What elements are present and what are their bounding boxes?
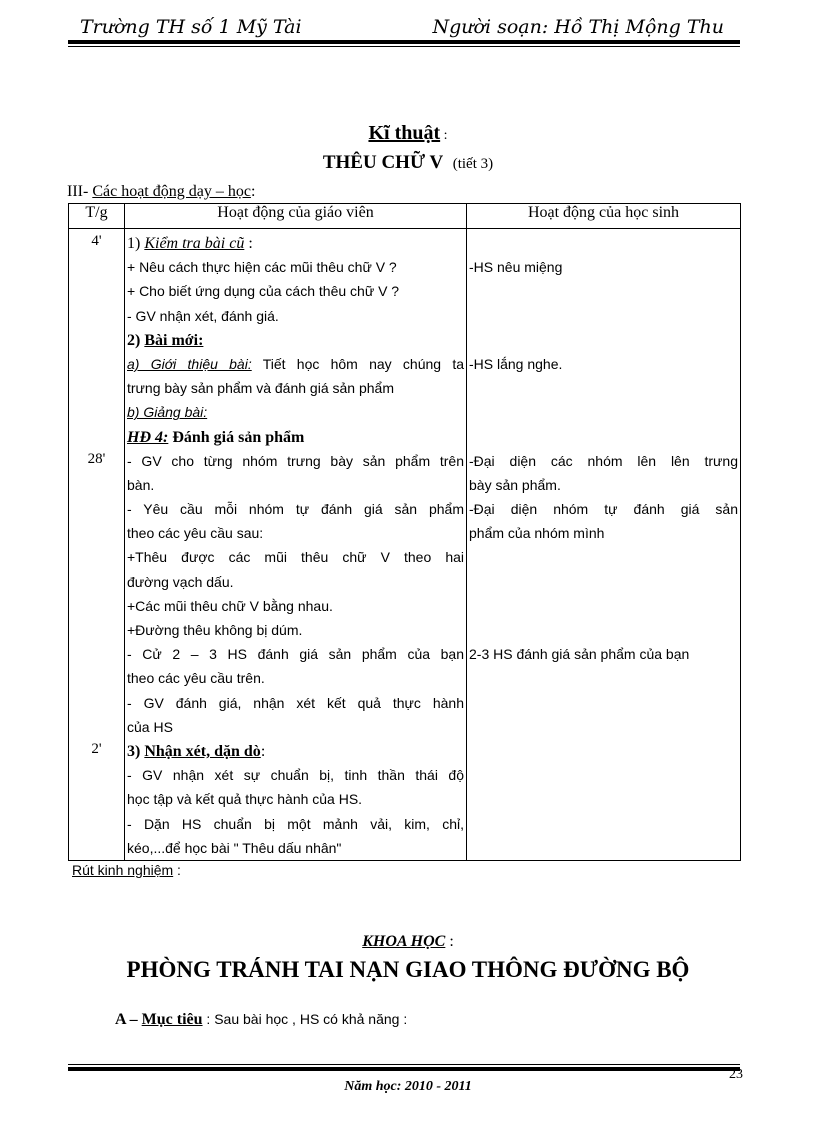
teacher-line: +Các mũi thêu chữ V bằng nhau. xyxy=(127,597,333,614)
teacher-activities xyxy=(125,229,467,861)
teacher-line: 1) Kiểm tra bài cũ : xyxy=(127,235,253,252)
section-number: III- xyxy=(67,183,93,200)
teacher-line: +Đường thêu không bị dúm. xyxy=(127,622,303,638)
section-colon: : xyxy=(250,183,256,200)
lesson-title-text: THÊU CHỮ V xyxy=(322,152,444,173)
student-line: -Đại diện nhóm tự đánh giá sản xyxy=(469,501,738,518)
col-header-student: Hoạt động của học sinh xyxy=(467,204,741,229)
next-subject-colon: : xyxy=(445,933,454,950)
col-header-teacher: Hoạt động của giáo viên xyxy=(125,204,467,229)
col-header-time: T/g xyxy=(69,204,125,229)
teacher-line: 2) Bài mới: xyxy=(127,331,204,349)
experience-note xyxy=(72,862,181,878)
teacher-line: - Yêu cầu mỗi nhóm tự đánh giá sản phẩm xyxy=(127,501,464,518)
section-title: Các hoạt động dạy – học xyxy=(92,183,251,200)
teacher-line: a) Giới thiệu bài: Tiết học hôm nay chúng ta xyxy=(127,355,464,372)
teacher-line: HĐ 4: Đánh giá sản phẩm xyxy=(127,428,305,446)
student-line: 2-3 HS đánh giá sản phẩm của bạn xyxy=(469,646,690,663)
student-line: -HS nêu miệng xyxy=(469,259,563,276)
teacher-line: + Nêu cách thực hiện các mũi thêu chữ V ? xyxy=(127,259,397,276)
teacher-line: - GV đánh giá, nhận xét kết quả thực hành xyxy=(127,694,464,711)
lesson-subject-colon: : xyxy=(440,128,448,143)
teacher-line: - Dặn HS chuẩn bị một mảnh vải, kim, chỉ, xyxy=(127,815,464,832)
student-line: phẩm của nhóm mình xyxy=(469,525,605,542)
teacher-line: - GV nhận xét, đánh giá. xyxy=(127,307,279,324)
experience-colon: : xyxy=(173,862,181,878)
time-value: 28' xyxy=(87,451,106,467)
footer-rule-thin xyxy=(68,1064,740,1065)
section-heading xyxy=(67,183,255,201)
objective-line xyxy=(115,1011,407,1029)
lesson-subject xyxy=(0,122,816,145)
next-title: PHÒNG TRÁNH TAI NẠN GIAO THÔNG ĐƯỜNG BỘ xyxy=(126,957,690,982)
time-value: 4' xyxy=(91,233,102,249)
header-author: Người soạn: Hồ Thị Mộng Thu xyxy=(432,16,724,38)
time-column xyxy=(69,229,125,861)
teacher-line: +Thêu được các mũi thêu chữ V theo hai xyxy=(127,549,464,566)
objective-prefix: A – xyxy=(115,1011,142,1028)
teacher-line: trưng bày sản phẩm và đánh giá sản phẩm xyxy=(127,380,394,397)
teacher-line: 3) Nhận xét, dặn dò: xyxy=(127,742,266,760)
time-value: 2' xyxy=(91,741,102,757)
objective-text: : Sau bài học , HS có khả năng : xyxy=(202,1011,408,1027)
next-subject xyxy=(0,933,816,951)
school-year: Năm học: 2010 - 2011 xyxy=(344,1079,472,1094)
teacher-line: + Cho biết ứng dụng của cách thêu chữ V ? xyxy=(127,283,400,300)
activity-table xyxy=(68,203,741,861)
teacher-line: theo các yêu cầu trên. xyxy=(127,670,265,687)
table-header-row xyxy=(69,204,741,229)
teacher-line: học tập và kết quả thực hành của HS. xyxy=(127,791,363,808)
footer-rule-thick xyxy=(68,1067,740,1071)
teacher-line: đường vạch dấu. xyxy=(127,573,234,590)
header-rule-thick xyxy=(68,40,740,44)
page-number: 23 xyxy=(729,1067,743,1082)
experience-label: Rút kinh nghiệm xyxy=(72,862,174,878)
teacher-line: theo các yêu cầu sau: xyxy=(127,525,264,542)
header-rule-thin xyxy=(68,46,740,47)
student-line: -HS lắng nghe. xyxy=(469,355,563,372)
teacher-line: kéo,...để học bài " Thêu dấu nhân" xyxy=(127,839,342,856)
teacher-line: - Cử 2 – 3 HS đánh giá sản phẩm của bạn xyxy=(127,646,464,663)
next-subject-name: KHOA HỌC xyxy=(362,933,446,950)
table-row xyxy=(69,229,741,861)
objective-label: Mục tiêu xyxy=(141,1011,203,1028)
student-line: bày sản phẩm. xyxy=(469,476,561,493)
student-activities xyxy=(467,229,741,861)
teacher-line: - GV nhận xét sự chuẩn bị, tinh thần thái độ xyxy=(127,767,464,784)
teacher-line: của HS xyxy=(127,718,173,735)
teacher-line: bàn. xyxy=(127,476,155,493)
lesson-period: (tiết 3) xyxy=(452,156,494,172)
lesson-subject-name: Kĩ thuật xyxy=(368,122,441,144)
teacher-line: - GV cho từng nhóm trưng bày sản phẩm trên xyxy=(127,452,464,469)
student-line: -Đại diện các nhóm lên lên trưng xyxy=(469,452,738,469)
header-school: Trường TH số 1 Mỹ Tài xyxy=(80,16,302,38)
teacher-line: b) Giảng bài: xyxy=(127,404,208,421)
lesson-title xyxy=(0,152,816,174)
